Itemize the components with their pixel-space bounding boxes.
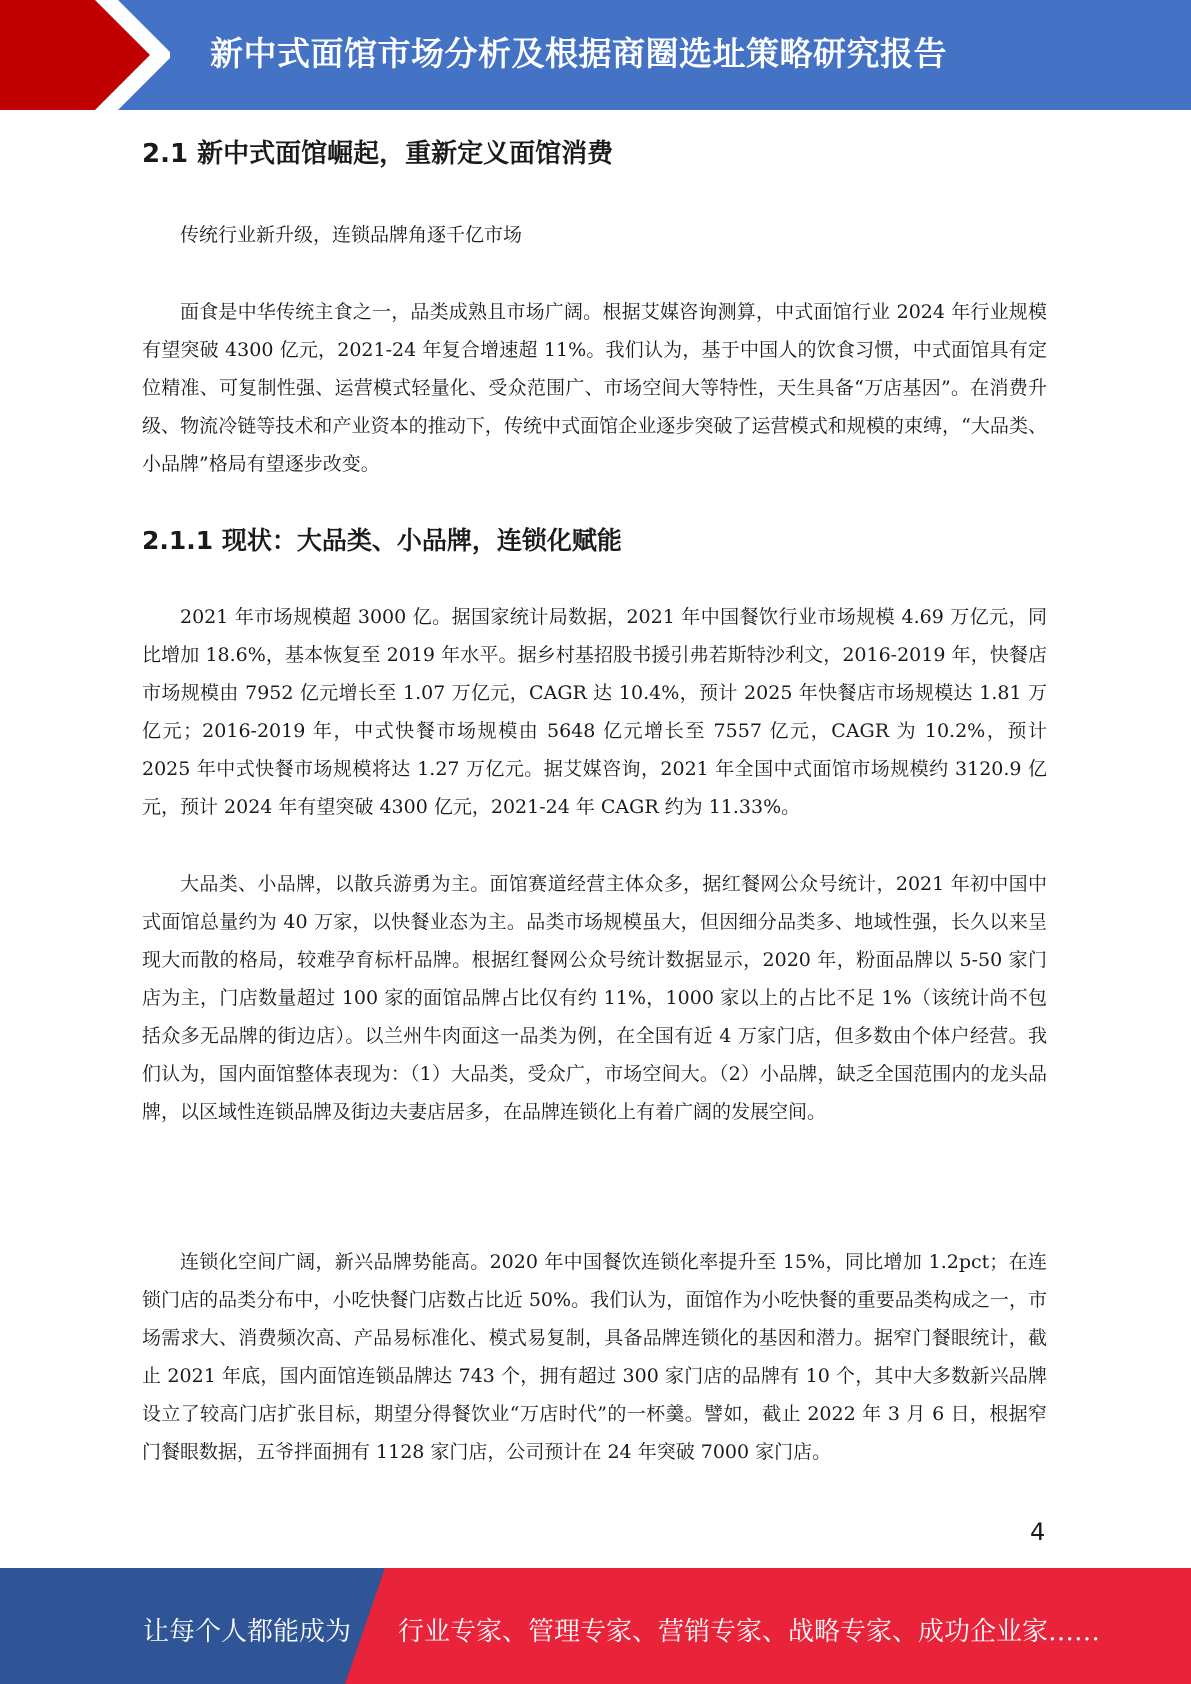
footer-slogan-left: 让每个人都能成为 (143, 1617, 352, 1647)
paragraph-market-size: 2021 年市场规模超 3000 亿。据国家统计局数据，2021 年中国餐饮行业市场规模 4.69 万亿元，同比增加 18.6%，基本恢复至 2019 年水平。据乡村基招股书援引弗若斯特沙利文，2016-2019 年，快餐店市场规模由 7952 亿元增长至 1.07 万亿元，CAGR 达 10.4%，预计 2025 年快餐店市场规模达 1.81 万亿元；2016-2019 年，中式快餐市场规模由 5648 亿元增长至 7557 亿元，CAGR 为 10.2%，预计 2025 年中式快餐市场规模将达 1.27 万亿元。据艾媒咨询，2021 年全国中式面馆市场规模约 3120.9 亿元，预计 2024 年有望突破 4300 亿元，2021-24 年 CAGR 约为 11.33%。 (142, 606, 1047, 818)
footer-slogan-right: 行业专家、管理专家、营销专家、战略专家、成功企业家…… (398, 1617, 1101, 1647)
paragraph-chain-expansion: 连锁化空间广阔，新兴品牌势能高。2020 年中国餐饮连锁化率提升至 15%，同比增加 1.2pct；在连锁门店的品类分布中，小吃快餐门店数占比近 50%。我们认为，面馆作为小吃快餐的重要品类构成之一，市场需求大、消费频次高、产品易标准化、模式易复制，具备品牌连锁化的基因和潜力。据窄门餐眼统计，截止 2021 年底，国内面馆连锁品牌达 743 个，拥有超过 300 家门店的品牌有 10 个，其中大多数新兴品牌设立了较高门店扩张目标，期望分得餐饮业“万店时代”的一杯羹。譬如，截止 2022 年 3 月 6 日，根据窄门餐眼数据，五爷拌面拥有 1128 家门店，公司预计在 24 年突破 7000 家门店。 (142, 1251, 1047, 1463)
page-header (0, 0, 1191, 110)
section-heading-2-1-1: 2.1.1 现状：大品类、小品牌，连锁化赋能 (142, 526, 622, 555)
page-number: 4 (1030, 1518, 1046, 1546)
page-footer (0, 1568, 1191, 1684)
paragraph-industry-overview: 面食是中华传统主食之一，品类成熟且市场广阔。根据艾媒咨询测算，中式面馆行业 2024 年行业规模有望突破 4300 亿元，2021-24 年复合增速超 11%。我们认为，基于中国人的饮食习惯，中式面馆具有定位精准、可复制性强、运营模式轻量化、受众范围广、市场空间大等特性，天生具备“万店基因”。在消费升级、物流冷链等技术和产业资本的推动下，传统中式面馆企业逐步突破了运营模式和规模的束缚，“大品类、小品牌”格局有望逐步改变。 (142, 301, 1047, 475)
section-subtitle: 传统行业新升级，连锁品牌角逐千亿市场 (180, 224, 523, 246)
section-heading-2-1: 2.1 新中式面馆崛起，重新定义面馆消费 (142, 139, 614, 169)
paragraph-brand-landscape: 大品类、小品牌，以散兵游勇为主。面馆赛道经营主体众多，据红餐网公众号统计，2021 年初中国中式面馆总量约为 40 万家，以快餐业态为主。品类市场规模虽大，但因细分品类多、地域性强，长久以来呈现大而散的格局，较难孕育标杆品牌。根据红餐网公众号统计数据显示，2020 年，粉面品牌以 5-50 家门店为主，门店数量超过 100 家的面馆品牌占比仅有约 11%，1000 家以上的占比不足 1%（该统计尚不包括众多无品牌的街边店）。以兰州牛肉面这一品类为例，在全国有近 4 万家门店，但多数由个体户经营。我们认为，国内面馆整体表现为：（1）大品类，受众广，市场空间大。（2）小品牌，缺乏全国范围内的龙头品牌，以区域性连锁品牌及街边夫妻店居多，在品牌连锁化上有着广阔的发展空间。 (142, 873, 1047, 1123)
header-arrow-decoration (0, 0, 170, 110)
report-title: 新中式面馆市场分析及根据商圈选址策略研究报告 (210, 34, 947, 73)
